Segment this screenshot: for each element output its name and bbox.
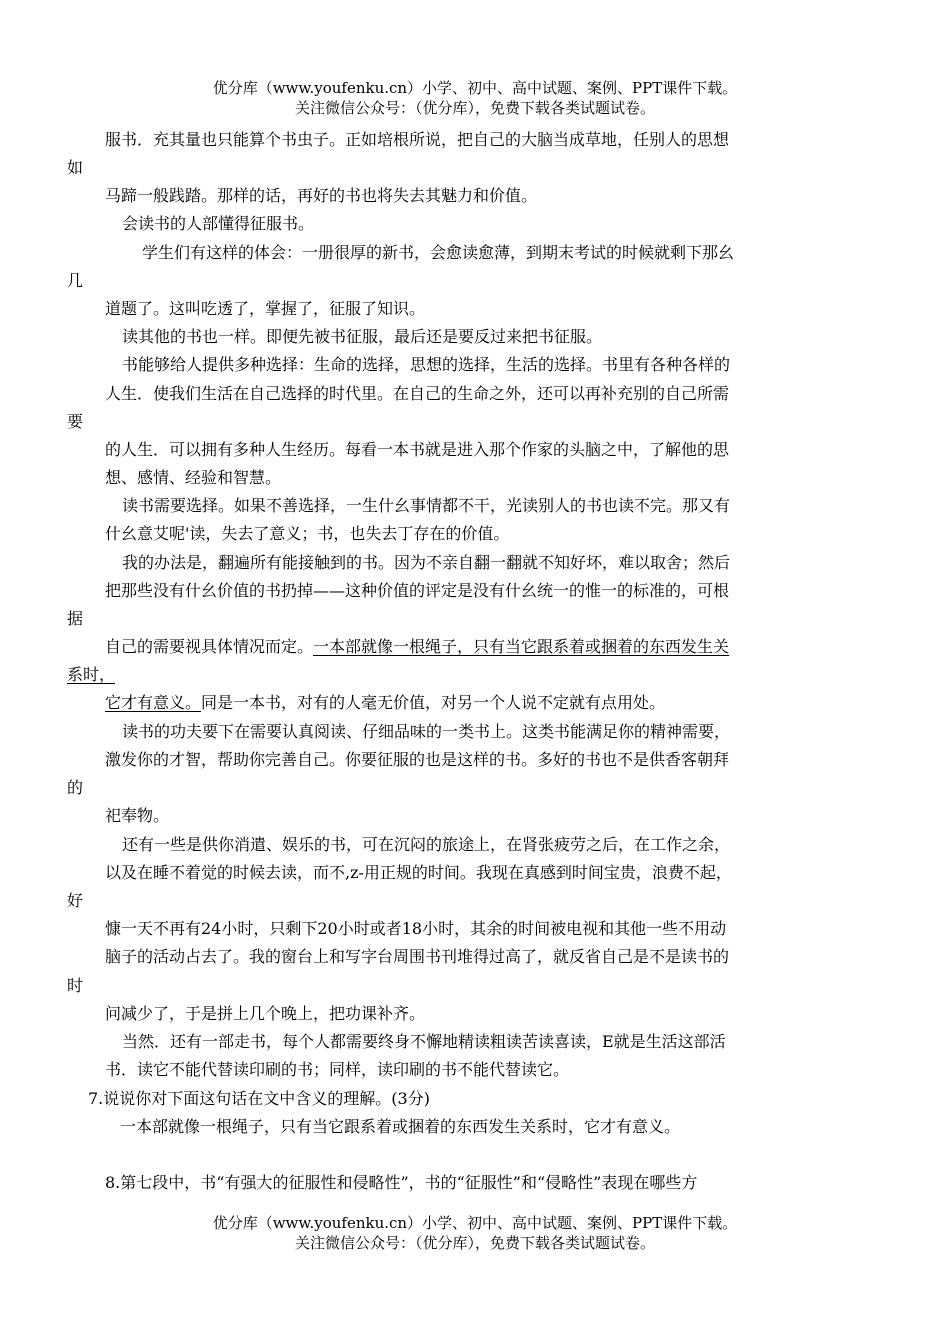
underlined-sentence: 一本部就像一根绳子，只有当它跟系着或捆着的东西发生关 [313, 637, 730, 656]
footer-line-2: 关注微信公众号：（优分库），免费下载各类试题试卷。 [294, 1234, 655, 1252]
header-line-1: 优分库（www.youfenku.cn）小学、初中、高中试题、案例、PPT课件下载。 [212, 79, 738, 97]
underlined-sentence-end: 它才有意义。 [105, 693, 202, 712]
body-line: 道题了。这叫吃透了，掌握了，征服了知识。 [105, 299, 426, 318]
body-line [105, 636, 729, 658]
question-7: 7.说说你对下面这句话在文中含义的理解。(3分) [88, 1089, 430, 1108]
header-line-2: 关注微信公众号：（优分库），免费下载各类试题试卷。 [294, 99, 655, 117]
body-line: 当然．还有一部走书，每个人都需要终身不懈地精读粗读苦读喜读，E就是生活这部活 [122, 1032, 726, 1051]
body-line: 把那些没有什幺价值的书扔掉——这种价值的评定是没有什幺统一的惟一的标准的，可根 [105, 581, 730, 600]
body-line: 我的办法是，翻遍所有能接触到的书。因为不亲自翻一翻就不知好坏，难以取舍；然后 [122, 553, 731, 572]
body-line: 什幺意艾呢'读，失去了意义；书，也失去丁存在的价值。 [105, 524, 510, 543]
body-line: 据 [67, 609, 84, 628]
body-line: 激发你的才智，帮助你完善自己。你要征服的也是这样的书。多好的书也不是供香客朝拜 [105, 750, 730, 769]
body-line: 的人生．可以拥有多种人生经历。每看一本书就是进入那个作家的头脑之中，了解他的思 [105, 440, 730, 459]
footer-line-1: 优分库（www.youfenku.cn）小学、初中、高中试题、案例、PPT课件下载。 [212, 1214, 738, 1232]
body-line: 时 [67, 976, 84, 995]
body-line: 马蹄一般践踏。那样的话，再好的书也将失去其魅力和价值。 [105, 186, 538, 205]
body-text: 自己的需要视具体情况而定。 [105, 637, 314, 656]
body-line: 以及在睡不着觉的时候去读，而不,z-用正规的时间。我现在真感到时间宝贵，浪费不起， [105, 863, 732, 882]
question-8: 8.第七段中，书“有强大的征服性和侵略性”，书的“征服性”和“侵略性”表现在哪些方 [105, 1173, 698, 1192]
body-line: 脑子的活动占去了。我的窗台上和写字台周围书刊堆得过高了，就反省自己是不是读书的 [105, 947, 730, 966]
body-line: 几 [67, 271, 84, 290]
question-7-quote: 一本部就像一根绳子，只有当它跟系着或捆着的东西发生关系时，它才有意义。 [120, 1117, 681, 1136]
body-line: 读书的功夫要下在需要认真阅读、仔细品味的一类书上。这类书能满足你的精神需要， [122, 722, 731, 741]
body-line: 书．读它不能代替读印刷的书；同样，读印刷的书不能代替读它。 [105, 1060, 570, 1079]
body-line: 如 [67, 158, 84, 177]
body-line: 服书．充其量也只能算个书虫子。正如培根所说，把自己的大脑当成草地，任别人的思想 [105, 130, 730, 149]
body-line: 问减少了，于是拼上几个晚上，把功课补齐。 [105, 1004, 426, 1023]
body-line: 人生．使我们生活在自己选择的时代里。在自己的生命之外，还可以再补充别的自己所需 [105, 384, 730, 403]
body-line: 学生们有这样的体会：一册很厚的新书，会愈读愈薄，到期末考试的时候就剩下那幺 [142, 243, 735, 262]
body-line: 祀奉物。 [105, 806, 170, 825]
body-line: 要 [67, 412, 84, 431]
body-line: 还有一些是供你消遣、娱乐的书，可在沉闷的旅途上，在肾张疲劳之后，在工作之余， [122, 835, 731, 854]
body-text: 同是一本书，对有的人毫无价值，对另一个人说不定就有点用处。 [201, 693, 666, 712]
body-line: 书能够给人提供多种选择：生命的选择，思想的选择，生活的选择。书里有各种各样的 [122, 355, 731, 374]
underlined-sentence-cont: 系时， [67, 665, 116, 684]
body-line [105, 692, 665, 714]
body-line: 的 [67, 778, 84, 797]
body-line: 慷一天不再有24小时，只剩下20小时或者18小时，其余的时间被电视和其他一些不用动 [105, 919, 727, 938]
body-line: 读其他的书也一样。即便先被书征服，最后还是要反过来把书征服。 [122, 327, 603, 346]
body-line: 想、感情、经验和智慧。 [105, 468, 282, 487]
body-line: 读书需要选择。如果不善选择，一生什幺事情都不干，光读别人的书也读不完。那又有 [122, 496, 731, 515]
body-line: 好 [67, 891, 84, 910]
body-line: 会读书的人部懂得征服书。 [122, 214, 315, 233]
